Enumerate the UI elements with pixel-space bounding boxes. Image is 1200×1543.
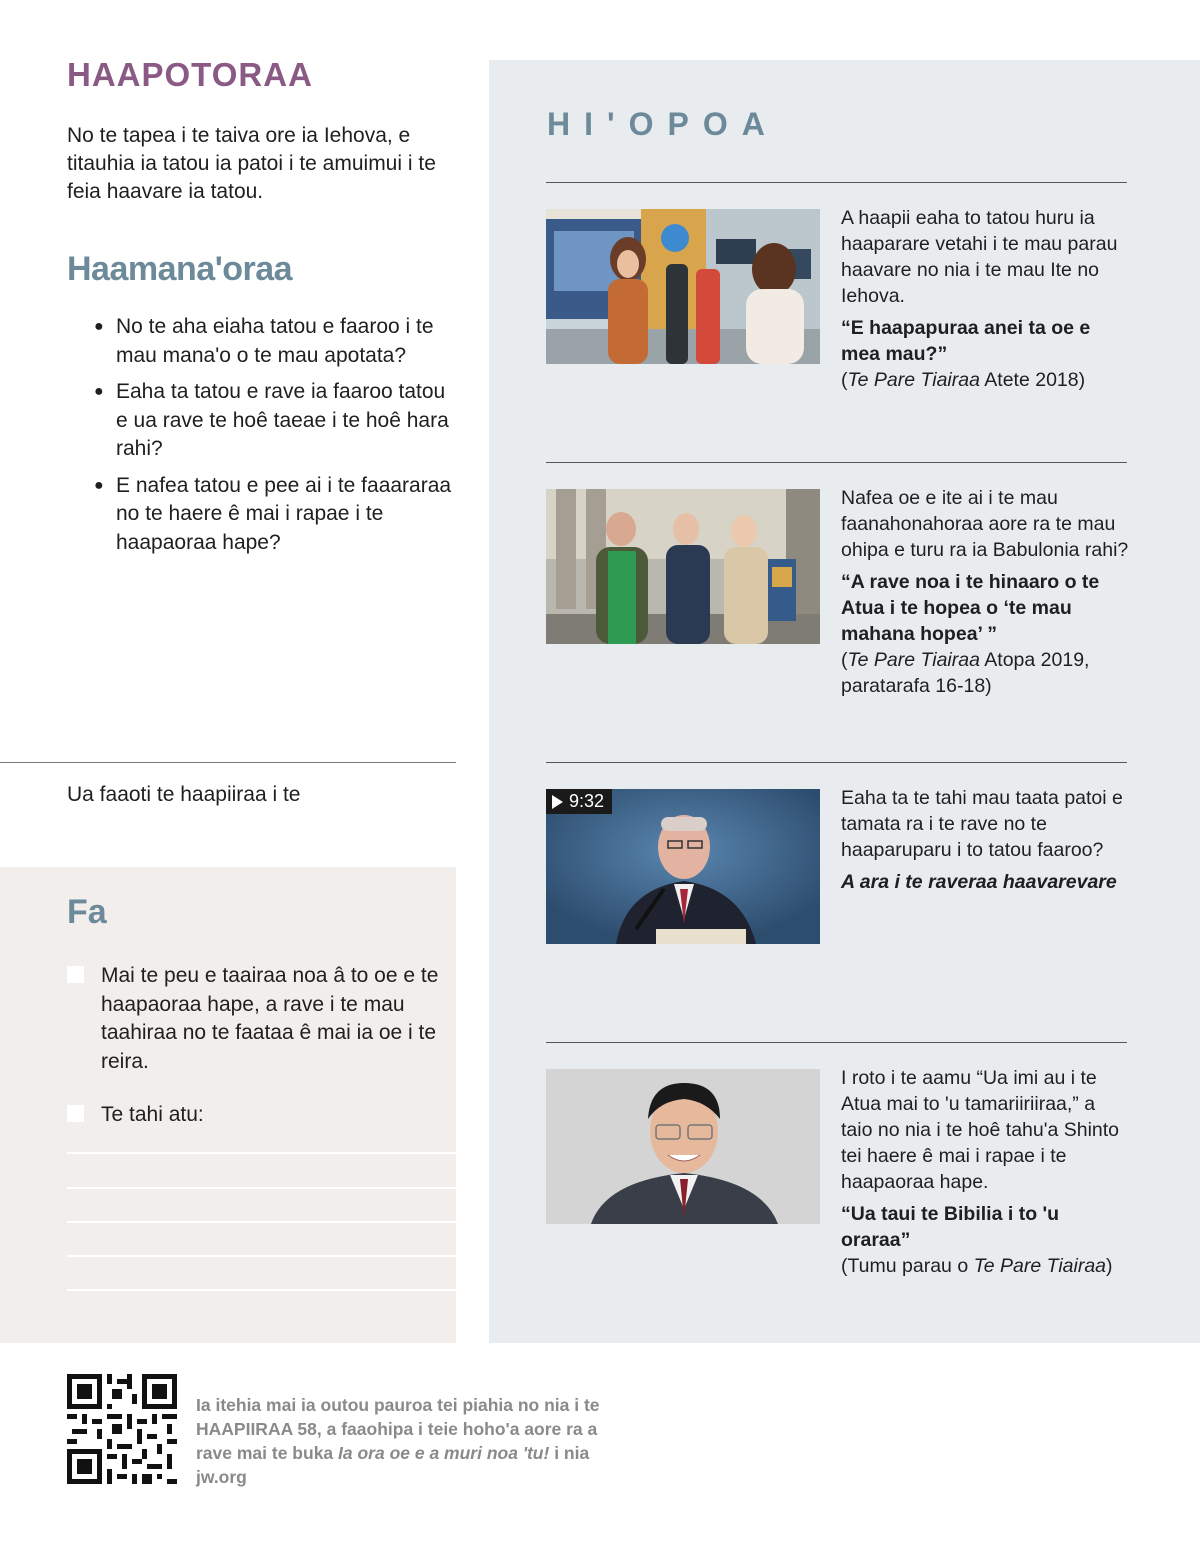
article-title-link[interactable]: “A rave noa i te hinaaro o te Atua i te hopea o ‘te mau mahana hopea’ ” [841, 571, 1100, 645]
card-text [841, 485, 1131, 699]
summary-text: No te tapea i te taiva ore ia Iehova, e titauhia ia tatou ia patoi i te amuimui i te feia haavare ia tatou. [67, 124, 436, 203]
checkbox[interactable] [67, 1105, 84, 1122]
goal-text: Mai te peu e taairaa noa â to oe e te haapaoraa hape, a rave i te mau taahiraa no te faataa ê mai ia oe i te reira. [101, 964, 439, 1073]
finished-text: Ua faaoti te haapiiraa i te [67, 783, 301, 806]
left-divider [0, 762, 456, 763]
video-duration-badge: 9:32 [546, 789, 612, 814]
explore-title: HI'OPOA [547, 106, 779, 142]
review-title: Haamana'oraa [67, 250, 293, 288]
article-title-link[interactable]: “E haapapuraa anei ta oe e mea mau?” [841, 317, 1091, 365]
left-column [67, 56, 452, 565]
review-question: ● E nafea tatou e pee ai i te faaararaa no te haere ê mai i rapae i te haapaoraa hape? [94, 473, 452, 554]
goals-panel [0, 867, 456, 1343]
card-text [841, 205, 1131, 393]
checkbox[interactable] [67, 966, 84, 983]
card-question: Eaha ta te tahi mau taata patoi e tamata ra i te rave no te haaparuparu i to tatou faaroo? [841, 787, 1123, 861]
article-title-link[interactable]: “Ua taui te Bibilia i to 'u oraraa” [841, 1203, 1060, 1251]
video-thumbnail[interactable] [546, 789, 820, 944]
illustration-public-witnessing[interactable] [546, 489, 820, 644]
card-divider [546, 462, 1127, 463]
write-line[interactable] [67, 1152, 456, 1154]
card-divider [546, 762, 1127, 763]
write-line[interactable] [67, 1255, 456, 1257]
card-text [841, 785, 1131, 895]
write-line[interactable] [67, 1289, 456, 1291]
bullet-icon: ● [94, 476, 104, 494]
article-source: (Tumu parau o Te Pare Tiairaa) [841, 1255, 1113, 1277]
card-divider [546, 1042, 1127, 1043]
review-question: ● No te aha eiaha tatou e faaroo i te mau mana'o o te mau apotata? [94, 315, 434, 367]
play-icon[interactable] [552, 795, 563, 809]
footer-note: Ia itehia mai ia outou pauroa tei piahia no nia i te HAAPIIRAA 58, a faaohipa i teie hoho'a aore ra a rave mai te buka Ia ora oe e a muri noa 'tu! i nia jw.org [196, 1395, 600, 1487]
card-divider [546, 182, 1127, 183]
review-list [67, 313, 452, 557]
summary-title: HAAPOTORAA [67, 56, 313, 93]
goal-item [67, 962, 441, 1076]
video-title-link[interactable]: A ara i te raveraa haavarevare [841, 871, 1117, 893]
portrait-photo[interactable] [546, 1069, 820, 1224]
bullet-icon: ● [94, 318, 104, 335]
card-question: I roto i te aamu “Ua imi au i te Atua mai to 'u tamariiriiraa,” a taio no nia i te hoê tahu'a Shinto tei haere ê mai i rapae i te haapaoraa hape. [841, 1067, 1120, 1193]
goals-title: Fa [67, 893, 107, 931]
article-source: (Te Pare Tiairaa Atete 2018) [841, 369, 1086, 391]
goal-text: Te tahi atu: [101, 1103, 204, 1126]
explore-panel [489, 60, 1200, 1343]
card-question: Nafea oe e ite ai i te mau faanahonahoraa aore ra te mau ohipa e turu ra ia Babulonia rahi? [841, 487, 1129, 561]
review-question: ● Eaha ta tatou e rave ia faaroo tatou e ua rave te hoê taeae i te hoê hara rahi? [94, 380, 449, 460]
qr-code-icon[interactable] [67, 1374, 177, 1484]
book-title: Ia ora oe e a muri noa 'tu! [338, 1443, 550, 1463]
goal-item-other [67, 1101, 441, 1130]
write-line[interactable] [67, 1221, 456, 1223]
illustration-women-reading-news[interactable] [546, 209, 820, 364]
card-question: A haapii eaha to tatou huru ia haaparare vetahi i te mau parau haavare no nia i te mau Ite no Iehova. [841, 207, 1118, 307]
write-line[interactable] [67, 1187, 456, 1189]
card-text [841, 1065, 1131, 1279]
article-source: (Te Pare Tiairaa Atopa 2019, paratarafa 16-18) [841, 649, 1090, 697]
bullet-icon: ● [94, 383, 104, 400]
